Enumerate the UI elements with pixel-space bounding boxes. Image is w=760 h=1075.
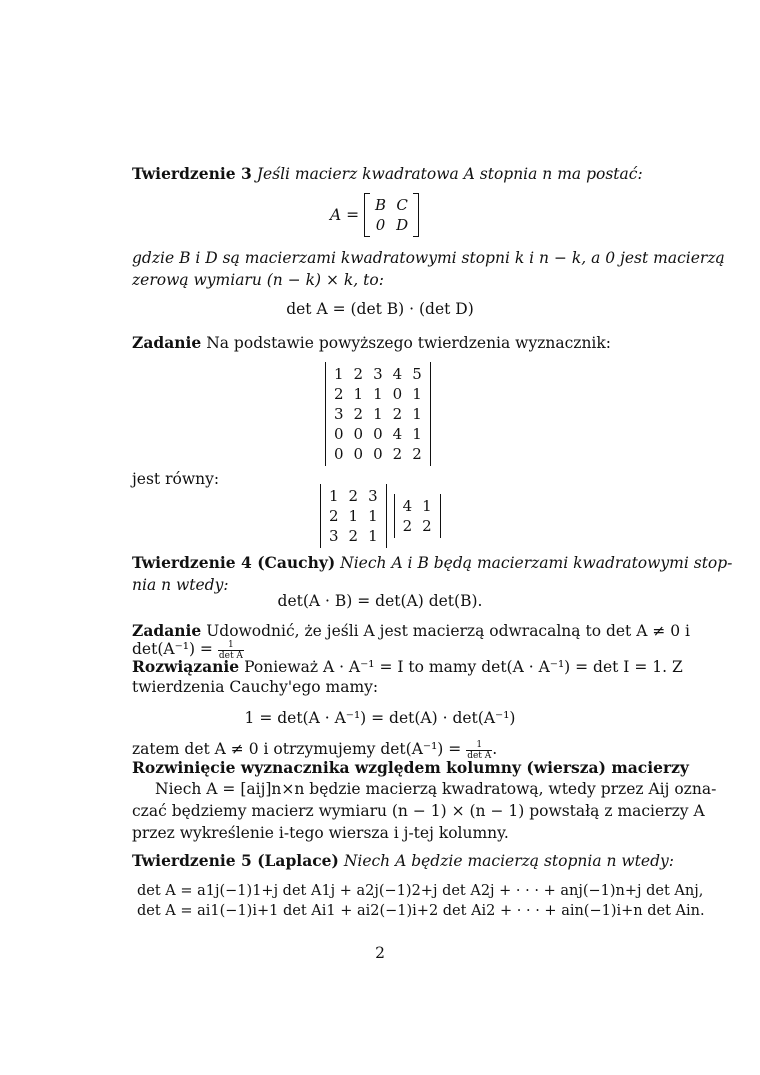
task2-label: Zadanie: [132, 621, 202, 640]
task1-label: Zadanie: [132, 333, 202, 352]
matrix-cell: 1: [412, 405, 422, 423]
task1-result: [320, 484, 441, 548]
task1-text: Na podstawie powyższego twierdzenia wyznacznik:: [206, 334, 611, 352]
matrix-cell: 2: [329, 507, 339, 525]
matrix-cell: 0: [373, 425, 383, 443]
task1-statement: [132, 332, 611, 354]
thm3-formula: det A = (det B) · (det D): [286, 300, 474, 318]
matrix-cell: 0: [353, 425, 364, 443]
thm5-statement: [132, 850, 674, 872]
solution-fraction: $\frac{1}{\text{det A}}$: [467, 739, 492, 761]
matrix-cell: 1: [348, 507, 359, 525]
matrix-cell: 3: [329, 527, 339, 545]
thm4-text-line2: nia n wtedy:: [132, 576, 229, 594]
thm4-formula: det(A · B) = det(A) det(B).: [277, 592, 483, 610]
thm3-block-matrix: [364, 193, 419, 237]
matrix-cell: 1: [373, 405, 383, 423]
task2-fraction: $\frac{1}{\text{det A}}$: [218, 639, 243, 661]
matrix-cell: 2: [412, 445, 422, 463]
task2-lhs: det(A⁻¹) =: [132, 640, 213, 658]
task2-text: Udowodnić, że jeśli A jest macierzą odwracalną to det A ≠ 0 i: [206, 622, 690, 640]
solution-formula: 1 = det(A · A⁻¹) = det(A) · det(A⁻¹): [244, 709, 516, 727]
thm3-label: Twierdzenie 3: [132, 164, 252, 183]
matrix-cell: 2: [392, 405, 403, 423]
thm3-matrix-lhs: A =: [330, 206, 360, 224]
matrix-cell: 3: [373, 365, 383, 383]
matrix-cell: 1: [368, 527, 378, 545]
matrix-cell: 3: [334, 405, 344, 423]
expansion-line2: czać będziemy macierz wymiaru (n − 1) × (n − 1) powstałą z macierzy A: [132, 802, 705, 820]
thm3-statement: [132, 163, 643, 185]
matrix-cell: 1: [412, 385, 422, 403]
matrix-cell: 0: [375, 216, 386, 234]
thm4-text-line1: Niech A i B będą macierzami kwadratowymi stop-: [340, 554, 733, 572]
matrix-cell: 2: [353, 365, 364, 383]
solution-line2: twierdzenia Cauchy'ego mamy:: [132, 678, 379, 696]
solution-line1: [132, 656, 683, 678]
thm3-matrix-display: [330, 193, 419, 237]
matrix-cell: 1: [353, 385, 364, 403]
thm4-statement-line1: [132, 552, 732, 574]
matrix-cell: C: [396, 196, 408, 214]
matrix-cell: 4: [402, 497, 413, 515]
task1-determinant: [325, 362, 431, 466]
matrix-cell: 0: [334, 445, 344, 463]
thm3-after-line1: gdzie B i D są macierzami kwadratowymi stopni k i n − k, a 0 jest macierzą: [132, 249, 725, 267]
thm5-formula2: det A = ai1(−1)i+1 det Ai1 + ai2(−1)i+2 det Ai2 + · · · + ain(−1)i+n det Ain.: [137, 903, 705, 919]
thm3-text: Jeśli macierz kwadratowa A stopnia n ma postać:: [256, 165, 643, 183]
matrix-cell: 2: [334, 385, 344, 403]
matrix-cell: 2: [348, 527, 359, 545]
matrix-cell: D: [396, 216, 409, 234]
matrix-cell: B: [375, 196, 387, 214]
matrix-cell: 2: [348, 487, 359, 505]
matrix-cell: 1: [412, 425, 422, 443]
matrix-cell: 4: [392, 365, 403, 383]
matrix-cell: 0: [373, 445, 383, 463]
expansion-line3: przez wykreślenie i-tego wiersza i j-tej kolumny.: [132, 824, 509, 842]
matrix-cell: 0: [334, 425, 344, 443]
thm5-text: Niech A będzie macierzą stopnia n wtedy:: [343, 852, 674, 870]
solution-text-line1: Ponieważ A · A⁻¹ = I to mamy det(A · A⁻¹) = det I = 1. Z: [244, 658, 683, 676]
matrix-cell: 1: [422, 497, 432, 515]
task1-result-text: jest równy:: [132, 470, 220, 488]
matrix-cell: 2: [353, 405, 364, 423]
matrix-cell: 0: [353, 445, 364, 463]
matrix-cell: 5: [412, 365, 422, 383]
matrix-cell: 3: [368, 487, 378, 505]
thm4-label: Twierdzenie 4 (Cauchy): [132, 553, 336, 572]
matrix-cell: 1: [329, 487, 339, 505]
matrix-cell: 1: [368, 507, 378, 525]
thm3-after-line2: zerową wymiaru (n − k) × k, to:: [132, 271, 384, 289]
matrix-cell: 0: [392, 385, 403, 403]
expansion-heading: Rozwinięcie wyznacznika względem kolumny (wiersza) macierzy: [132, 758, 689, 777]
matrix-cell: 4: [392, 425, 403, 443]
solution-label: Rozwiązanie: [132, 657, 240, 676]
matrix-cell: 1: [373, 385, 383, 403]
solution-conclusion: zatem det A ≠ 0 i otrzymujemy det(A⁻¹) = $\frac{1}{\text{det A}}$ .: [132, 739, 498, 761]
matrix-cell: 2: [392, 445, 403, 463]
task1-result-left: [320, 484, 387, 548]
page-number: 2: [375, 944, 385, 962]
matrix-cell: 2: [402, 517, 413, 535]
task1-result-right: [394, 494, 441, 538]
matrix-cell: 2: [422, 517, 432, 535]
expansion-line1: Niech A = [aij]n×n będzie macierzą kwadratową, wtedy przez Aij ozna-: [155, 780, 717, 798]
thm5-label: Twierdzenie 5 (Laplace): [132, 851, 339, 870]
thm5-formula1: det A = a1j(−1)1+j det A1j + a2j(−1)2+j det A2j + · · · + anj(−1)n+j det Anj,: [137, 883, 704, 899]
matrix-cell: 1: [334, 365, 344, 383]
